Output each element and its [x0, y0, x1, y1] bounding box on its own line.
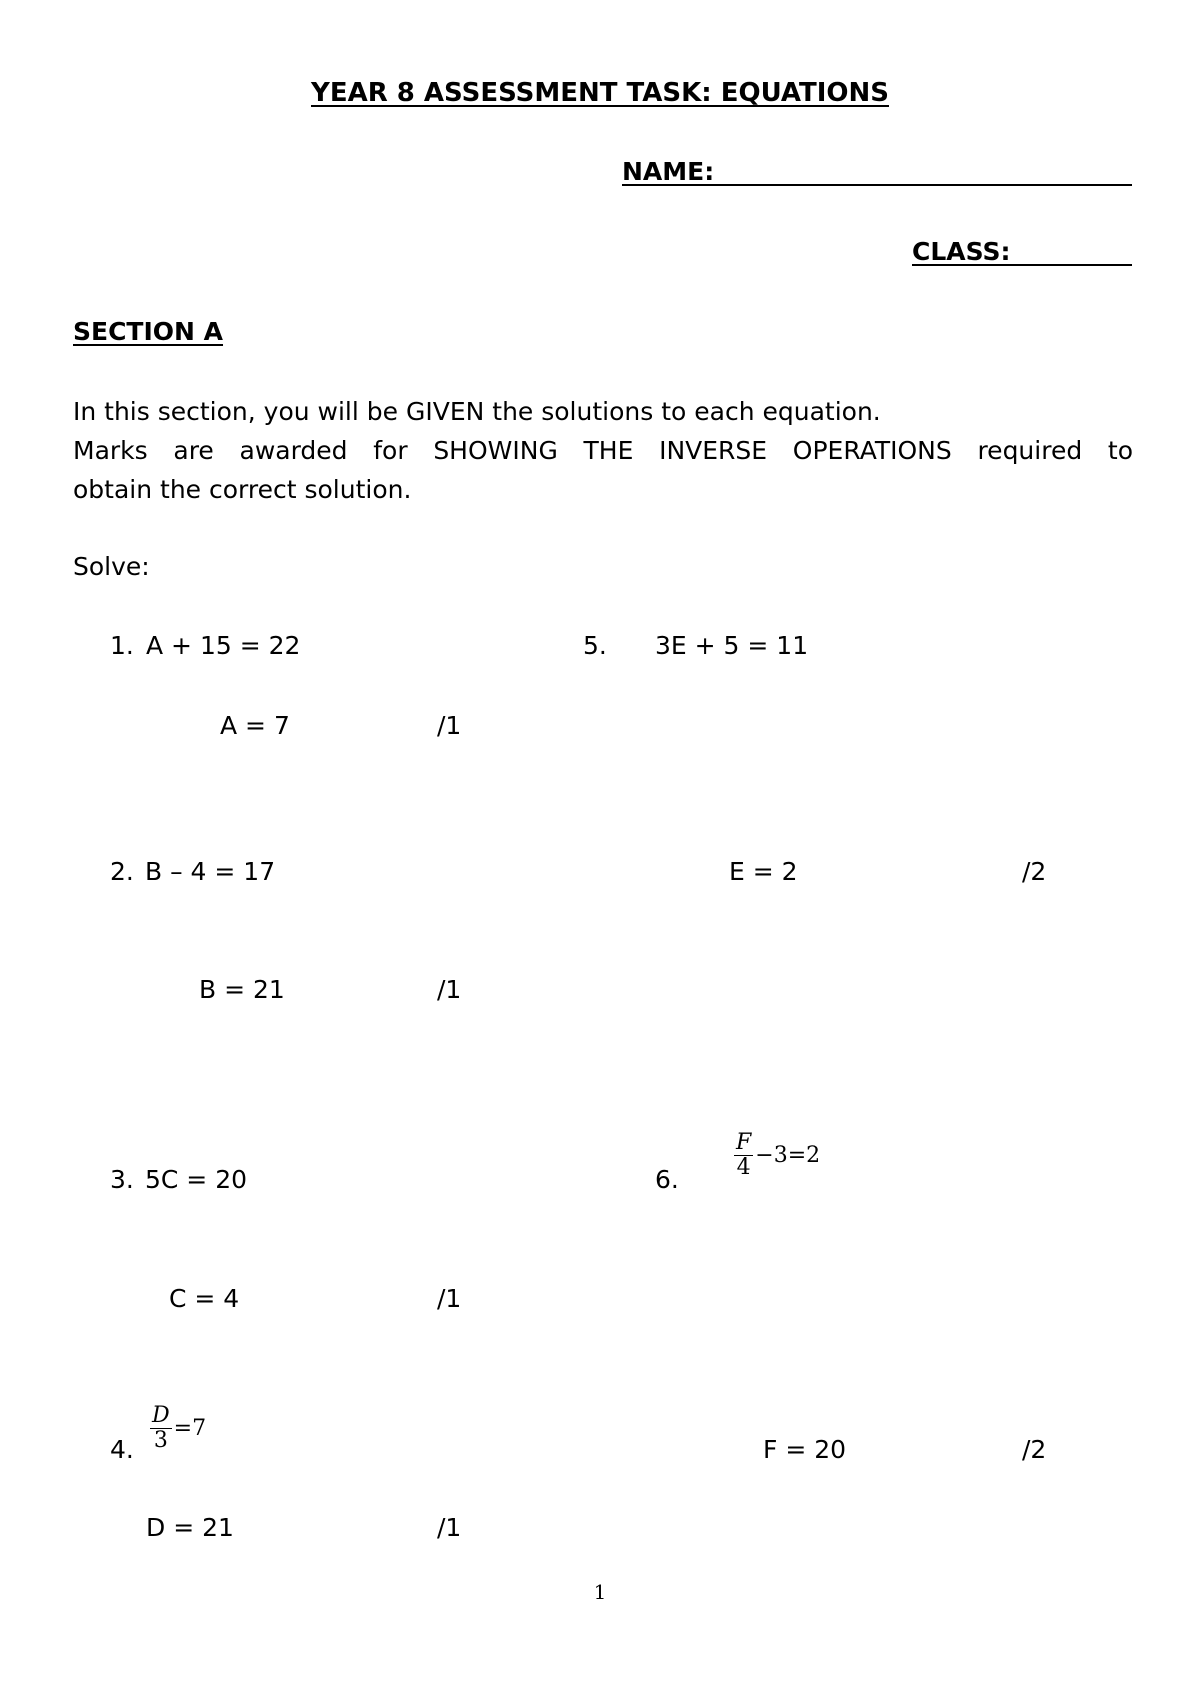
page-number: 1 [593, 1580, 607, 1604]
question-5-marks: /2 [1022, 857, 1047, 886]
question-6-equation [734, 1131, 820, 1180]
class-field[interactable] [912, 264, 1132, 266]
question-3-equation: 5C = 20 [145, 1165, 248, 1194]
question-1-answer: A = 7 [220, 711, 290, 740]
question-4-number: 4. [110, 1435, 134, 1464]
question-3-answer: C = 4 [169, 1284, 240, 1313]
question-4-marks: /1 [437, 1513, 462, 1542]
question-5-number: 5. [583, 631, 607, 660]
instructions-line-2: Marks are awarded for SHOWING THE INVERSE OPERATIONS required to [73, 436, 1133, 465]
question-2-number: 2. [110, 857, 134, 886]
question-4-answer: D = 21 [146, 1513, 234, 1542]
question-6-denominator: 4 [736, 1155, 751, 1180]
question-6-numerator: F [736, 1130, 752, 1155]
solve-label: Solve: [73, 552, 150, 581]
section-heading: SECTION A [73, 317, 224, 346]
question-2-answer: B = 21 [199, 975, 285, 1004]
question-2-equation: B – 4 = 17 [145, 857, 276, 886]
question-1-number: 1. [110, 631, 134, 660]
question-5-equation: 3E + 5 = 11 [655, 631, 809, 660]
question-5-answer: E = 2 [729, 857, 798, 886]
instructions-line-1: In this section, you will be GIVEN the solutions to each equation. [73, 397, 881, 426]
class-label: CLASS: [912, 237, 1011, 266]
question-1-equation: A + 15 = 22 [146, 631, 301, 660]
instructions [73, 392, 1133, 509]
question-4-equation [150, 1404, 206, 1453]
question-2-marks: /1 [437, 975, 462, 1004]
question-4-denominator: 3 [153, 1428, 168, 1453]
question-4-numerator: D [152, 1403, 170, 1428]
page-title: YEAR 8 ASSESSMENT TASK: EQUATIONS [311, 78, 889, 108]
question-6-answer: F = 20 [763, 1435, 847, 1464]
question-6-number: 6. [655, 1165, 679, 1194]
question-6-equation-rest: −3=2 [755, 1143, 821, 1168]
name-field[interactable] [622, 184, 1132, 186]
question-6-marks: /2 [1022, 1435, 1047, 1464]
instructions-line-3: obtain the correct solution. [73, 475, 412, 504]
question-1-marks: /1 [437, 711, 462, 740]
question-3-number: 3. [110, 1165, 134, 1194]
question-4-equation-rest: =7 [173, 1416, 207, 1441]
name-label: NAME: [622, 157, 715, 186]
question-3-marks: /1 [437, 1284, 462, 1313]
